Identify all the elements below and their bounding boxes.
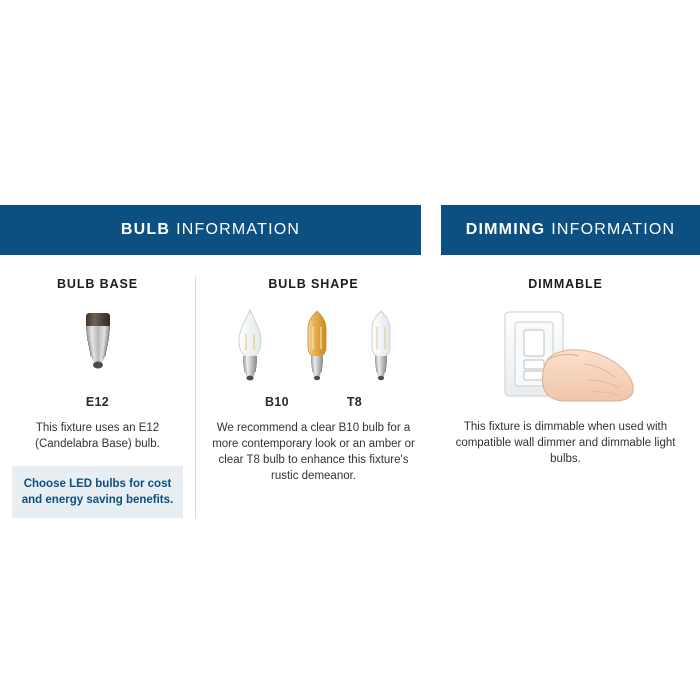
bulb-shape-caption-b10: B10 <box>264 395 289 409</box>
dimmable-title: DIMMABLE <box>528 277 603 291</box>
t8-amber-bulb-icon <box>299 307 335 387</box>
dimming-information-body <box>431 255 700 467</box>
dimming-information-header-strong: DIMMING <box>465 221 546 238</box>
bulb-shape-column <box>195 277 431 518</box>
bulb-base-description: This fixture uses an E12 (Candelabra Base) bulb. <box>35 422 160 450</box>
bulb-shape-title: BULB SHAPE <box>268 277 359 291</box>
bulb-shape-caption-row <box>206 395 421 409</box>
dimmer-switch-art <box>449 305 682 403</box>
bulb-information-body <box>0 255 431 518</box>
bulb-information-header-strong: BULB <box>120 221 171 238</box>
bulb-information-header-light: INFORMATION <box>176 221 301 238</box>
bulb-base-title: BULB BASE <box>56 277 139 291</box>
bulb-information-header <box>0 205 421 255</box>
bulb-columns <box>0 277 431 518</box>
bulb-information-panel <box>0 205 431 518</box>
t8-clear-bulb-icon <box>363 307 399 387</box>
bulb-base-art <box>12 305 183 387</box>
dimmable-description: This fixture is dimmable when used with compatible wall dimmer and dimmable light bulbs. <box>455 421 676 465</box>
led-tip-callout: Choose LED bulbs for cost and energy saving benefits. <box>12 466 183 518</box>
e12-base-icon <box>76 311 120 387</box>
bulb-shape-art <box>206 305 421 387</box>
bulb-shape-caption-t8: T8 <box>346 395 363 409</box>
dimming-information-panel <box>431 205 700 467</box>
panels-container <box>0 205 700 518</box>
bulb-base-column <box>0 277 195 518</box>
dimmer-switch-hand-icon <box>491 304 641 404</box>
bulb-shape-description: We recommend a clear B10 bulb for a more contemporary look or an amber or clear T8 bulb to enhance this fixture's rustic demeanor. <box>212 422 415 482</box>
bulb-base-caption: E12 <box>85 395 110 409</box>
bulb-base-caption-row <box>12 395 183 409</box>
b10-bulb-icon <box>229 307 271 387</box>
dimming-inner <box>431 277 700 467</box>
dimming-information-header-light: INFORMATION <box>551 221 676 238</box>
dimming-information-header <box>441 205 700 255</box>
